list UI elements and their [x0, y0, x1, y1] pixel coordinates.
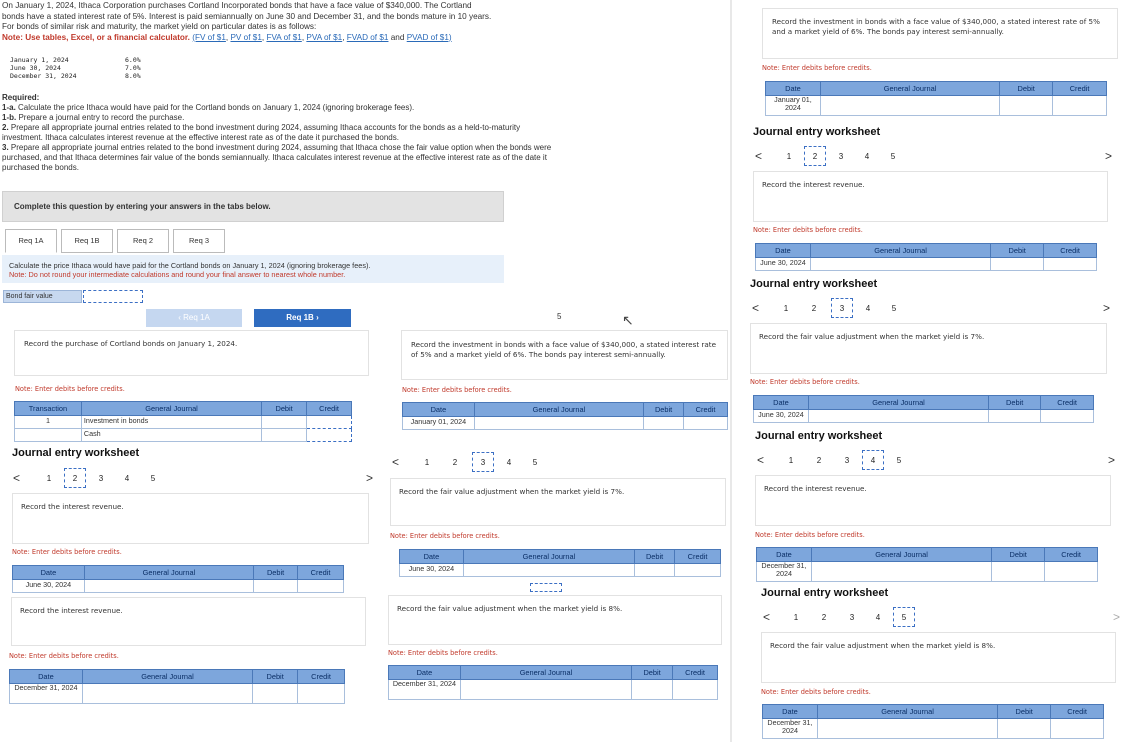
required-section — [2, 93, 558, 173]
fair-value-panel — [750, 323, 1107, 374]
table-row — [754, 410, 1094, 423]
entry-date: December 31, 2024 — [757, 562, 812, 582]
entry-date: December 31, 2024 — [763, 719, 818, 739]
page-1[interactable]: 1 — [46, 473, 52, 483]
page-1[interactable]: 1 — [786, 151, 792, 161]
tab-req-1a[interactable]: Req 1A — [5, 229, 57, 253]
page-3[interactable]: 3 — [98, 473, 104, 483]
page-3[interactable]: 3 — [831, 298, 853, 318]
pager — [414, 452, 548, 472]
col-debit: Debit — [632, 666, 673, 680]
col-general-journal: General Journal — [820, 82, 999, 96]
col-date: Date — [400, 550, 464, 564]
page-5[interactable]: 5 — [891, 303, 897, 313]
col-credit: Credit — [1041, 396, 1094, 410]
investment-journal-table — [765, 81, 1107, 116]
entry-date: January 01, 2024 — [766, 96, 821, 116]
col-general-journal: General Journal — [460, 666, 631, 680]
prev-page-icon[interactable]: < — [757, 453, 765, 467]
fair-value-journal-table — [753, 395, 1094, 423]
col-debit: Debit — [991, 244, 1044, 258]
debit-input[interactable] — [992, 562, 1045, 582]
note-debits: Note: Enter debits before credits. — [390, 532, 500, 540]
col-date: Date — [756, 244, 811, 258]
interest-journal-table — [755, 243, 1097, 271]
investment-panel — [762, 8, 1118, 59]
col-credit: Credit — [673, 666, 718, 680]
credit-input[interactable] — [684, 417, 728, 430]
required-item: 1-b. Prepare a journal entry to record the purchase. — [2, 113, 185, 122]
prev-page-icon[interactable]: < — [763, 610, 771, 624]
worksheet-title: Journal entry worksheet — [750, 278, 878, 290]
col-debit: Debit — [989, 396, 1041, 410]
col-date: Date — [10, 670, 83, 684]
req1a-instruction-text: Calculate the price Ithaca would have paid for the Cortland bonds on January 1, 2024 (ignoring brokerage fees). — [9, 261, 371, 270]
pager — [783, 607, 917, 627]
col-debit: Debit — [254, 566, 298, 580]
interest-journal-table — [12, 565, 344, 593]
debit-input[interactable] — [262, 429, 307, 442]
account-select[interactable] — [811, 562, 991, 582]
next-page-icon[interactable]: > — [366, 471, 374, 485]
yield-date: December 31, 2024 — [10, 72, 77, 80]
page-marker: 5 — [557, 312, 562, 321]
col-general-journal: General Journal — [81, 402, 261, 416]
col-credit: Credit — [1045, 548, 1098, 562]
next-page-icon[interactable]: > — [1113, 610, 1121, 624]
link-fv[interactable]: (FV of $1 — [192, 32, 226, 42]
next-page-icon[interactable]: > — [1103, 301, 1111, 315]
debit-input[interactable] — [644, 417, 684, 430]
debit-input[interactable] — [991, 258, 1044, 271]
fair-value-panel-2 — [761, 632, 1116, 683]
fair-value-journal-table-2 — [388, 665, 718, 700]
link-pv[interactable]: PV of $1 — [230, 32, 262, 42]
page-2[interactable]: 2 — [804, 146, 826, 166]
col-debit: Debit — [635, 550, 675, 564]
note-debits: Note: Enter debits before credits. — [12, 548, 122, 556]
interest-text: Record the interest revenue. — [21, 502, 124, 511]
page-2[interactable]: 2 — [64, 468, 86, 488]
focused-cell[interactable] — [530, 583, 562, 592]
col-date: Date — [389, 666, 461, 680]
interest-panel — [753, 171, 1108, 222]
worksheet-title: Journal entry worksheet — [753, 126, 881, 138]
account-select[interactable] — [474, 417, 643, 430]
col-date: Date — [763, 705, 818, 719]
interest-panel-2 — [11, 597, 366, 646]
col-credit: Credit — [1053, 82, 1107, 96]
page-5[interactable]: 5 — [532, 457, 538, 467]
interest-text: Record the interest revenue. — [20, 606, 123, 615]
col-credit: Credit — [298, 566, 344, 580]
page-1[interactable]: 1 — [424, 457, 430, 467]
worksheet-title: Journal entry worksheet — [755, 430, 883, 442]
required-item: 2. Prepare all appropriate journal entries related to the bond investment during 2024, assuming Ithaca accounts for the bonds as a held-to-maturity investment. Ithaca calculates interest revenue at the effective interest rate as of the date it purchased the bonds. — [2, 123, 521, 142]
prev-arrow-icon: ‹ — [178, 313, 181, 322]
page-1[interactable]: 1 — [793, 612, 799, 622]
link-pvad[interactable]: PVAD of $1) — [406, 32, 452, 42]
col-credit: Credit — [684, 403, 728, 417]
col-date: Date — [754, 396, 809, 410]
page-4[interactable]: 4 — [865, 303, 871, 313]
page-4[interactable]: 4 — [124, 473, 130, 483]
mouse-cursor-icon: ↖ — [622, 312, 634, 328]
link-fva[interactable]: FVA of $1 — [266, 32, 302, 42]
fair-value-journal-table — [399, 549, 721, 577]
fair-value-text: Record the fair value adjustment when the market yield is 8%. — [397, 604, 623, 613]
account-select[interactable]: Investment in bonds — [81, 416, 261, 429]
col-transaction: Transaction — [15, 402, 82, 416]
bond-fair-value-input[interactable] — [83, 290, 143, 303]
yield-rate: 6.0% — [125, 56, 141, 64]
account-select[interactable] — [820, 96, 999, 116]
col-debit: Debit — [1000, 82, 1053, 96]
yield-rate: 7.0% — [125, 64, 141, 72]
yield-rate: 8.0% — [125, 72, 141, 80]
entry-date: January 01, 2024 — [403, 417, 475, 430]
credit-input[interactable] — [1053, 96, 1107, 116]
table-row — [10, 684, 345, 704]
note-debits: Note: Enter debits before credits. — [402, 386, 512, 394]
debit-input[interactable] — [253, 684, 298, 704]
table-row — [766, 96, 1107, 116]
credit-input[interactable] — [298, 580, 344, 593]
entry-date: December 31, 2024 — [10, 684, 83, 704]
note-debits: Note: Enter debits before credits. — [15, 385, 125, 393]
fair-value-text: Record the fair value adjustment when the market yield is 7%. — [399, 487, 625, 496]
account-select[interactable]: Cash — [81, 429, 261, 442]
transaction-number: 1 — [15, 416, 82, 429]
account-select[interactable] — [82, 684, 252, 704]
interest-text: Record the interest revenue. — [762, 180, 865, 189]
credit-input[interactable] — [1041, 410, 1094, 423]
page-3[interactable]: 3 — [849, 612, 855, 622]
next-arrow-icon: › — [316, 313, 319, 322]
col-date: Date — [13, 566, 85, 580]
note-debits: Note: Enter debits before credits. — [753, 226, 863, 234]
col-general-journal: General Journal — [810, 244, 990, 258]
page-4[interactable]: 4 — [506, 457, 512, 467]
note-debits: Note: Enter debits before credits. — [9, 652, 119, 660]
table-row — [13, 580, 344, 593]
account-select[interactable] — [810, 258, 990, 271]
table-row — [389, 680, 718, 700]
tab-req-2[interactable]: Req 2 — [117, 229, 169, 253]
note-debits: Note: Enter debits before credits. — [762, 64, 872, 72]
req1a-rounding-note: Note: Do not round your intermediate calculations and round your final answer to nearest whole number. — [9, 270, 346, 279]
yield-date: January 1, 2024 — [10, 56, 69, 64]
prev-page-icon[interactable]: < — [13, 471, 21, 485]
credit-input[interactable] — [1051, 719, 1104, 739]
problem-text — [2, 1, 562, 43]
interest-journal-table-2 — [756, 547, 1098, 582]
debit-input[interactable] — [262, 416, 307, 429]
fair-value-text: Record the fair value adjustment when the market yield is 7%. — [759, 332, 985, 341]
yield-date: June 30, 2024 — [10, 64, 61, 72]
investment-panel — [401, 330, 728, 380]
col-debit: Debit — [253, 670, 298, 684]
col-credit: Credit — [1044, 244, 1097, 258]
debit-input[interactable] — [254, 580, 298, 593]
col-general-journal: General Journal — [817, 705, 997, 719]
page-2[interactable]: 2 — [452, 457, 458, 467]
purchase-panel — [14, 330, 369, 376]
problem-line: bonds have a stated interest rate of 5%. Interest is paid semiannually on June 30 and December 31, and the bonds mature in 10 years. — [2, 11, 492, 21]
pager — [778, 450, 912, 470]
col-debit: Debit — [644, 403, 684, 417]
yield-table — [10, 56, 141, 80]
col-credit: Credit — [298, 670, 345, 684]
credit-input[interactable] — [307, 416, 352, 429]
purchase-text: Record the purchase of Cortland bonds on January 1, 2024. — [24, 339, 238, 348]
account-select[interactable] — [463, 564, 634, 577]
link-and: and — [390, 32, 405, 42]
page-3[interactable]: 3 — [838, 151, 844, 161]
credit-input[interactable] — [675, 564, 721, 577]
table-row — [756, 258, 1097, 271]
entry-date: June 30, 2024 — [754, 410, 809, 423]
req1a-instructions — [2, 255, 504, 283]
table-row — [400, 564, 721, 577]
worksheet-title: Journal entry worksheet — [12, 447, 140, 459]
col-debit: Debit — [998, 705, 1051, 719]
table-row — [15, 429, 352, 442]
pager — [36, 468, 166, 488]
page-2[interactable]: 2 — [816, 455, 822, 465]
table-row — [757, 562, 1098, 582]
required-item: 1-a. Calculate the price Ithaca would have paid for the Cortland bonds on January 1, 2024 (ignoring brokerage fees). — [2, 103, 415, 112]
page-1[interactable]: 1 — [788, 455, 794, 465]
fair-value-journal-table-2 — [762, 704, 1104, 739]
interest-text: Record the interest revenue. — [764, 484, 867, 493]
col-credit: Credit — [307, 402, 352, 416]
tabs-banner: Complete this question by entering your answers in the tabs below. — [2, 191, 504, 222]
required-heading: Required: — [2, 93, 40, 102]
debit-input[interactable] — [632, 680, 673, 700]
debit-input[interactable] — [989, 410, 1041, 423]
prev-page-icon[interactable]: < — [752, 301, 760, 315]
page-2[interactable]: 2 — [811, 303, 817, 313]
page-5[interactable]: 5 — [896, 455, 902, 465]
tables-note: Note: Use tables, Excel, or a financial calculator. (FV of $1, PV of $1, FVA of $1, PVA of $1, FVAD of $1 and PVAD of $1) — [2, 32, 452, 42]
worksheet-title: Journal entry worksheet — [761, 587, 889, 599]
bond-fair-value-label: Bond fair value — [3, 290, 82, 303]
page-3[interactable]: 3 — [844, 455, 850, 465]
prev-page-icon[interactable]: < — [755, 149, 763, 163]
next-page-icon[interactable]: > — [1105, 149, 1113, 163]
col-date: Date — [403, 403, 475, 417]
column-divider — [730, 0, 732, 742]
table-row — [15, 416, 352, 429]
col-general-journal: General Journal — [474, 403, 643, 417]
note-debits: Note: Enter debits before credits. — [761, 688, 871, 696]
col-date: Date — [757, 548, 812, 562]
account-select[interactable] — [808, 410, 988, 423]
credit-input[interactable] — [1045, 562, 1098, 582]
entry-date: June 30, 2024 — [756, 258, 811, 271]
link-pva[interactable]: PVA of $1 — [306, 32, 343, 42]
page-4[interactable]: 4 — [875, 612, 881, 622]
required-item: 3. Prepare all appropriate journal entries related to the bond investment during 2024, assuming that Ithaca chose the fair value option when the bonds were purchased, and that Ithaca determines fair value of the bonds semiannually. Ithaca calculates interest revenue at the effective interest rate as of the date it purchased the bonds. — [2, 143, 552, 172]
col-general-journal: General Journal — [84, 566, 253, 580]
credit-input[interactable] — [673, 680, 718, 700]
account-select[interactable] — [817, 719, 997, 739]
note-debits: Note: Enter debits before credits. — [755, 531, 865, 539]
fair-value-panel-2 — [388, 595, 722, 645]
investment-journal-table — [402, 402, 728, 430]
entry-date: December 31, 2024 — [389, 680, 461, 700]
investment-text: Record the investment in bonds with a face value of $340,000, a stated interest rate of 5% and a market yield of 6%. The bonds pay interest semi-annually. — [772, 17, 1100, 36]
entry-date: June 30, 2024 — [13, 580, 85, 593]
purchase-journal-table — [14, 401, 352, 442]
page-4[interactable]: 4 — [862, 450, 884, 470]
transaction-number — [15, 429, 82, 442]
credit-input[interactable] — [298, 684, 345, 704]
col-credit: Credit — [1051, 705, 1104, 719]
next-page-icon[interactable]: > — [1108, 453, 1116, 467]
fair-value-panel — [390, 478, 726, 526]
investment-text: Record the investment in bonds with a face value of $340,000, a stated interest rate of 5% and a market yield of 6%. The bonds pay interest semi-annually. — [411, 340, 717, 359]
credit-input[interactable] — [1044, 258, 1097, 271]
col-debit: Debit — [992, 548, 1045, 562]
fair-value-text: Record the fair value adjustment when the market yield is 8%. — [770, 641, 996, 650]
table-row — [403, 417, 728, 430]
col-debit: Debit — [262, 402, 307, 416]
debit-input[interactable] — [635, 564, 675, 577]
page-4[interactable]: 4 — [864, 151, 870, 161]
table-row — [763, 719, 1104, 739]
page-5[interactable]: 5 — [150, 473, 156, 483]
note-debits: Note: Enter debits before credits. — [750, 378, 860, 386]
tab-req-3[interactable]: Req 3 — [173, 229, 225, 253]
pager — [776, 146, 906, 166]
col-general-journal: General Journal — [808, 396, 988, 410]
link-fvad[interactable]: FVAD of $1 — [346, 32, 389, 42]
col-credit: Credit — [675, 550, 721, 564]
col-general-journal: General Journal — [463, 550, 634, 564]
debit-input[interactable] — [1000, 96, 1053, 116]
col-general-journal: General Journal — [82, 670, 252, 684]
interest-panel-2 — [755, 475, 1111, 526]
interest-panel — [12, 493, 369, 544]
page-2[interactable]: 2 — [821, 612, 827, 622]
entry-date: June 30, 2024 — [400, 564, 464, 577]
col-date: Date — [766, 82, 821, 96]
account-select[interactable] — [460, 680, 631, 700]
problem-line: On January 1, 2024, Ithaca Corporation purchases Cortland Incorporated bonds that have a face value of $340,000. The Cortland — [2, 1, 472, 10]
page-1[interactable]: 1 — [783, 303, 789, 313]
page-5[interactable]: 5 — [890, 151, 896, 161]
tables-note-label: Note: Use tables, Excel, or a financial calculator. — [2, 32, 190, 42]
next-req-1b-button[interactable]: Req 1B › — [254, 309, 351, 327]
col-general-journal: General Journal — [811, 548, 991, 562]
pager — [773, 298, 907, 318]
debit-input[interactable] — [998, 719, 1051, 739]
interest-journal-table-2 — [9, 669, 345, 704]
page-3[interactable]: 3 — [472, 452, 494, 472]
prev-page-icon[interactable]: < — [392, 455, 400, 469]
tab-req-1b[interactable]: Req 1B — [61, 229, 113, 253]
credit-input[interactable] — [307, 429, 352, 442]
account-select[interactable] — [84, 580, 253, 593]
note-debits: Note: Enter debits before credits. — [388, 649, 498, 657]
page-5[interactable]: 5 — [893, 607, 915, 627]
problem-line: For bonds of similar risk and maturity, the market yield on particular dates is as follows: — [2, 22, 317, 31]
prev-req-1a-button[interactable]: ‹ Req 1A — [146, 309, 242, 327]
